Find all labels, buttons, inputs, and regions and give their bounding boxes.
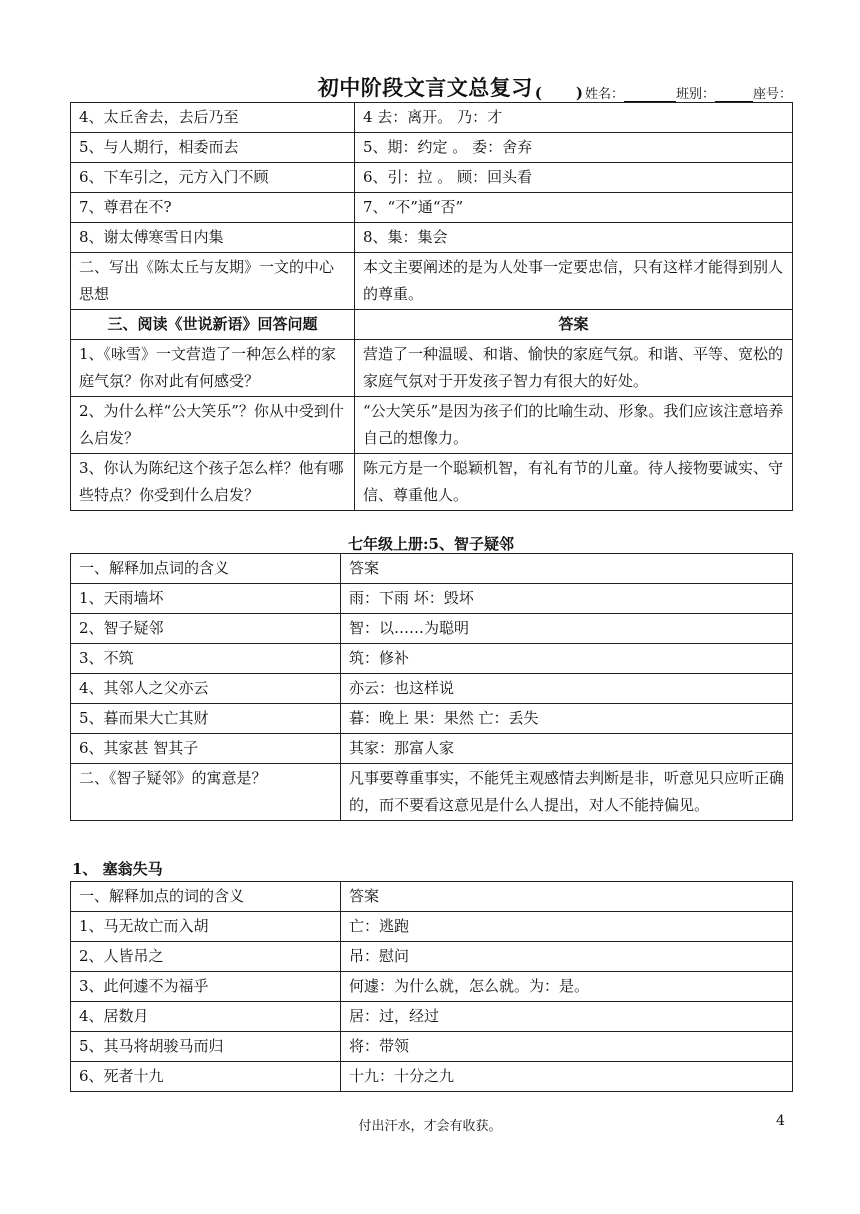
chenshi-table — [70, 102, 793, 511]
saiweng-table — [70, 881, 793, 1092]
class-blank — [715, 87, 753, 102]
table-header-row — [71, 882, 793, 912]
column-header: 三、阅读《世说新语》回答问题 — [71, 310, 355, 340]
answer-cell: 何遽：为什么就，怎么就。为：是。 — [341, 972, 793, 1002]
table-row — [71, 912, 793, 942]
answer-cell: 本文主要阐述的是为人处事一定要忠信，只有这样才能得到别人的尊重。 — [355, 253, 793, 310]
answer-cell: 暮：晚上 果：果然 亡：丢失 — [341, 704, 793, 734]
column-header: 一、解释加点词的含义 — [71, 554, 341, 584]
footer-motto: 付出汗水，才会有收获。 — [358, 1119, 502, 1134]
table-row — [71, 942, 793, 972]
column-header: 答案 — [341, 554, 793, 584]
page-header — [70, 72, 792, 102]
answer-cell: 4 去：离开。 乃：才 — [355, 103, 793, 133]
answer-cell: 雨：下雨 坏：毁坏 — [341, 584, 793, 614]
zhizi-table — [70, 553, 793, 821]
question-cell: 5、其马将胡骏马而归 — [71, 1032, 341, 1062]
page-number: 4 — [776, 1113, 785, 1129]
answer-cell: 居：过，经过 — [341, 1002, 793, 1032]
answer-cell: 筑：修补 — [341, 644, 793, 674]
question-cell: 4、其邻人之父亦云 — [71, 674, 341, 704]
question-cell: 二、写出《陈太丘与友期》一文的中心思想 — [71, 253, 355, 310]
table-row — [71, 133, 793, 163]
question-cell: 6、死者十九 — [71, 1062, 341, 1092]
question-cell: 4、太丘舍去，去后乃至 — [71, 103, 355, 133]
section-title: 七年级上册:5、智子疑邻 — [348, 535, 514, 553]
answer-cell: 营造了一种温暖、和谐、愉快的家庭气氛。和谐、平等、宽松的家庭气氛对于开发孩子智力有很大的好处。 — [355, 340, 793, 397]
column-header: 一、解释加点的词的含义 — [71, 882, 341, 912]
table-row — [71, 1062, 793, 1092]
answer-cell: 其家：那富人家 — [341, 734, 793, 764]
table-row — [71, 644, 793, 674]
answer-cell: 智：以……为聪明 — [341, 614, 793, 644]
question-cell: 2、人皆吊之 — [71, 942, 341, 972]
question-cell: 1、天雨墙坏 — [71, 584, 341, 614]
paren-close: ) — [575, 84, 583, 102]
question-cell: 2、为什么样“公大笑乐”？你从中受到什么启发？ — [71, 397, 355, 454]
question-cell: 3、不筑 — [71, 644, 341, 674]
table-row — [71, 1032, 793, 1062]
paren-open: ( — [534, 84, 542, 102]
table-row — [71, 454, 793, 511]
answer-cell: 凡事要尊重事实，不能凭主观感情去判断是非，听意见只应听正确的，而不要看这意见是什么人提出，对人不能持偏见。 — [341, 764, 793, 821]
question-cell: 7、尊君在不? — [71, 193, 355, 223]
answer-cell: 亡：逃跑 — [341, 912, 793, 942]
question-cell: 6、下车引之，元方入门不顾 — [71, 163, 355, 193]
table-row — [71, 103, 793, 133]
table-row — [71, 253, 793, 310]
table-row — [71, 614, 793, 644]
answer-cell: 将：带领 — [341, 1032, 793, 1062]
answer-cell: 8、集：集会 — [355, 223, 793, 253]
answer-cell: 陈元方是一个聪颖机智，有礼有节的儿童。待人接物要诚实、守信、尊重他人。 — [355, 454, 793, 511]
table-row — [71, 734, 793, 764]
question-cell: 6、其家甚 智其子 — [71, 734, 341, 764]
question-cell: 二、《智子疑邻》的寓意是？ — [71, 764, 341, 821]
seat-label: 座号： — [752, 87, 792, 102]
section-title: 1、 塞翁失马 — [72, 860, 163, 878]
table-row — [71, 972, 793, 1002]
question-cell: 1、马无故亡而入胡 — [71, 912, 341, 942]
page-title: 初中阶段文言文总复习 — [317, 75, 533, 100]
answer-cell: 6、引：拉 。 顾：回头看 — [355, 163, 793, 193]
table-row — [71, 193, 793, 223]
question-cell: 3、你认为陈纪这个孩子怎么样？他有哪些特点？你受到什么启发？ — [71, 454, 355, 511]
question-cell: 2、智子疑邻 — [71, 614, 341, 644]
name-label: 姓名： — [584, 87, 624, 102]
question-cell: 4、居数月 — [71, 1002, 341, 1032]
answer-cell: 十九：十分之九 — [341, 1062, 793, 1092]
column-header: 答案 — [355, 310, 793, 340]
table-row — [71, 223, 793, 253]
table-row — [71, 584, 793, 614]
answer-cell: 5、期：约定 。 委：舍弃 — [355, 133, 793, 163]
column-header: 答案 — [341, 882, 793, 912]
table-row — [71, 674, 793, 704]
question-cell: 5、与人期行，相委而去 — [71, 133, 355, 163]
table-row — [71, 1002, 793, 1032]
name-blank — [624, 87, 676, 102]
answer-cell: 7、“不”通“否” — [355, 193, 793, 223]
answer-cell: 亦云：也这样说 — [341, 674, 793, 704]
answer-cell: 吊：慰问 — [341, 942, 793, 972]
table-header-row — [71, 554, 793, 584]
table-header-row — [71, 310, 793, 340]
answer-cell: “公大笑乐”是因为孩子们的比喻生动、形象。我们应该注意培养自己的想像力。 — [355, 397, 793, 454]
question-cell: 3、此何遽不为福乎 — [71, 972, 341, 1002]
question-cell: 5、暮而果大亡其财 — [71, 704, 341, 734]
question-cell: 1、《咏雪》一文营造了一种怎么样的家庭气氛？你对此有何感受？ — [71, 340, 355, 397]
table-row — [71, 704, 793, 734]
question-cell: 8、谢太傅寒雪日内集 — [71, 223, 355, 253]
table-row — [71, 764, 793, 821]
table-row — [71, 397, 793, 454]
table-row — [71, 340, 793, 397]
class-label: 班别： — [675, 87, 715, 102]
table-row — [71, 163, 793, 193]
